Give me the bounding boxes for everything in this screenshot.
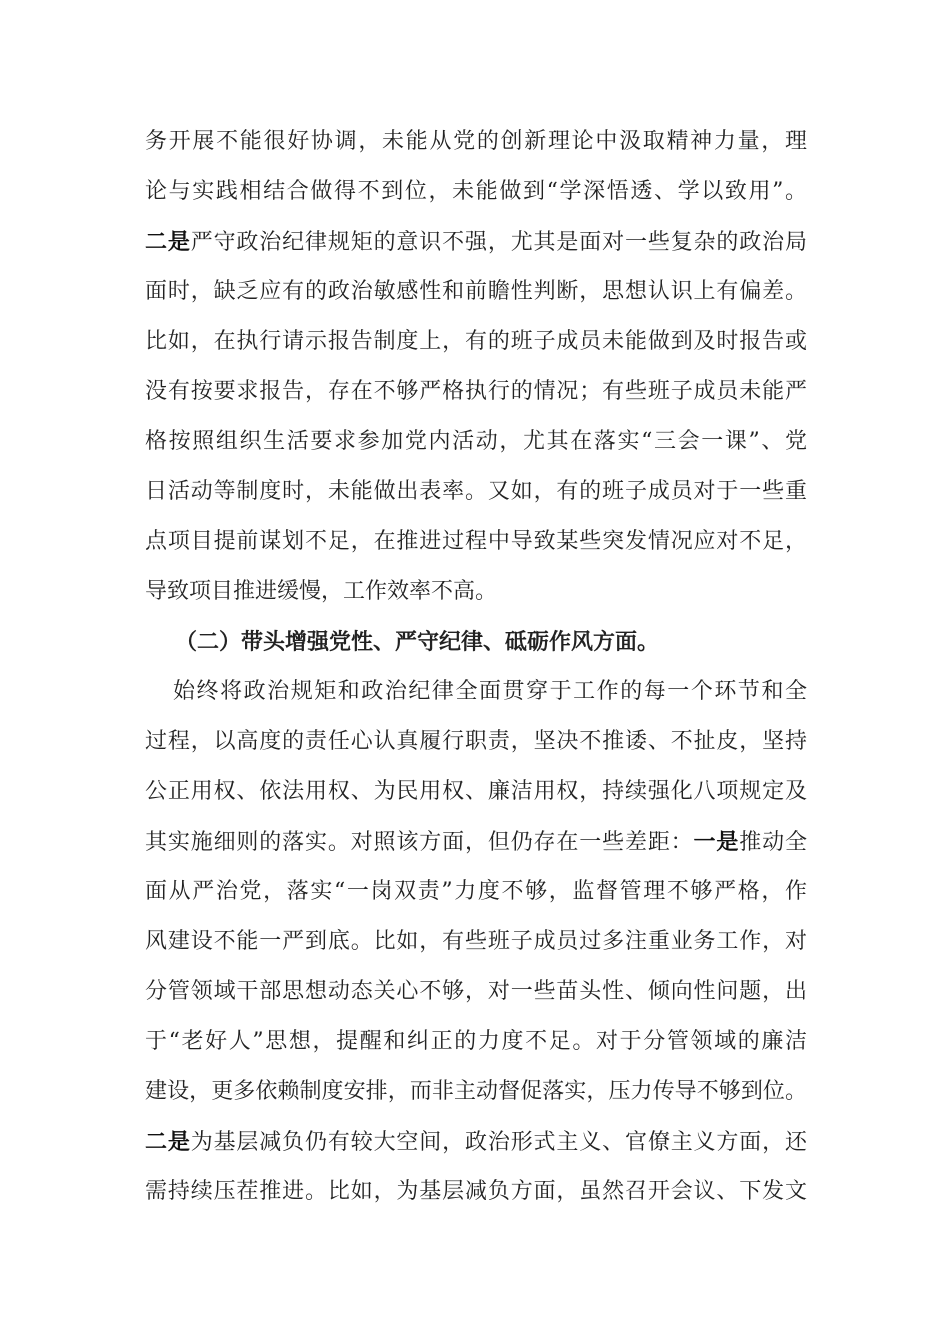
text-line [145, 217, 807, 267]
bold-lead: 一是 [693, 829, 740, 855]
text: 推动全 [739, 830, 807, 855]
text-line [145, 467, 807, 517]
text-line [145, 1117, 807, 1167]
text: 面时，缺乏应有的政治敏感性和前瞻性判断，思想认识上有偏差。 [145, 279, 807, 304]
text: 点项目提前谋划不足，在推进过程中导致某些突发情况应对不足， [145, 529, 807, 554]
text-line [145, 567, 807, 617]
text-line [145, 417, 807, 467]
text-line [145, 717, 807, 767]
text: 建设，更多依赖制度安排，而非主动督促落实，压力传导不够到位。 [145, 1079, 807, 1104]
text: 公正用权、依法用权、为民用权、廉洁用权，持续强化八项规定及 [145, 779, 807, 804]
text-line [145, 167, 807, 217]
text-line [145, 1017, 807, 1067]
document-page [145, 117, 807, 1217]
text: 过程，以高度的责任心认真履行职责，坚决不推诿、不扯皮，坚持 [145, 729, 807, 754]
text: 分管领域干部思想动态关心不够，对一些苗头性、倾向性问题，出 [145, 979, 807, 1004]
text: 务开展不能很好协调，未能从党的创新理论中汲取精神力量，理 [145, 129, 807, 154]
text: 导致项目推进缓慢，工作效率不高。 [145, 579, 498, 604]
text-line [145, 367, 807, 417]
text-line [145, 667, 807, 717]
text-line [145, 1167, 807, 1217]
text-line [145, 317, 807, 367]
text: 没有按要求报告，存在不够严格执行的情况；有些班子成员未能严 [145, 379, 807, 404]
text: 比如，在执行请示报告制度上，有的班子成员未能做到及时报告或 [145, 329, 807, 354]
bold-lead: 二是 [145, 1129, 191, 1155]
text: 为基层减负仍有较大空间，政治形式主义、官僚主义方面，还 [190, 1130, 807, 1155]
text-line [145, 517, 807, 567]
bold-lead: 二是 [145, 229, 191, 255]
text-line [145, 967, 807, 1017]
text: 格按照组织生活要求参加党内活动，尤其在落实“三会一课”、党 [145, 429, 807, 454]
text: 面从严治党，落实“一岗双责”力度不够，监督管理不够严格，作 [145, 879, 807, 904]
section-heading [145, 617, 807, 667]
text-line [145, 1067, 807, 1117]
text-line [145, 867, 807, 917]
text: 需持续压茬推进。比如，为基层减负方面，虽然召开会议、下发文 [145, 1179, 807, 1204]
text: 风建设不能一严到底。比如，有些班子成员过多注重业务工作，对 [145, 929, 807, 954]
text-line [145, 117, 807, 167]
text-line [145, 267, 807, 317]
text-line [145, 917, 807, 967]
text: 严守政治纪律规矩的意识不强，尤其是面对一些复杂的政治局 [190, 230, 807, 255]
text: 日活动等制度时，未能做出表率。又如，有的班子成员对于一些重 [145, 479, 807, 504]
text: 于“老好人”思想，提醒和纠正的力度不足。对于分管领域的廉洁 [145, 1029, 807, 1054]
heading-text: （二）带头增强党性、严守纪律、砥砺作风方面。 [175, 629, 660, 655]
text: 始终将政治规矩和政治纪律全面贯穿于工作的每一个环节和全 [173, 679, 807, 704]
text: 论与实践相结合做得不到位，未能做到“学深悟透、学以致用”。 [145, 179, 807, 204]
text: 其实施细则的落实。对照该方面，但仍存在一些差距： [145, 830, 694, 855]
text-line [145, 767, 807, 817]
text-line [145, 817, 807, 867]
